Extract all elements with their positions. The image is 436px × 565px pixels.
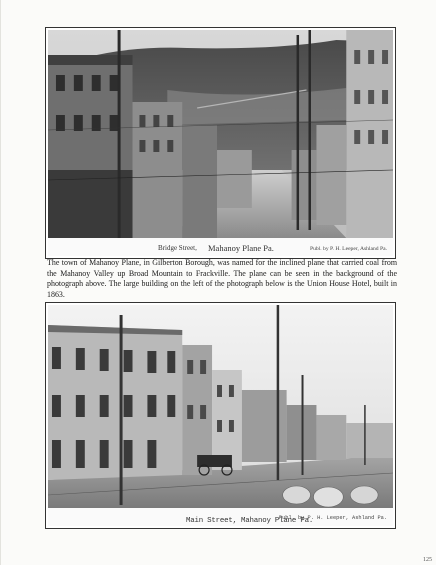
bridge-street-photo-frame bbox=[45, 27, 396, 259]
main-street-photo bbox=[48, 305, 393, 508]
main-street-publisher-credit: Publ. by P. H. Leeper, Ashland Pa. bbox=[278, 515, 387, 521]
bridge-street-caption-strip bbox=[48, 238, 393, 256]
description-paragraph: The town of Mahanoy Plane, in Gilberton Borough, was named for the inclined plane that carried coal from the Mahanoy Valley up Broad Mountain to Frackville. The plane can be seen in the background of the photograph above. The large building on the left of the photograph below is the Union House Hotel, built in 1863. bbox=[47, 258, 397, 299]
bridge-street-publisher-credit: Publ. by P. H. Leeper, Ashland Pa. bbox=[310, 246, 387, 252]
main-street-image bbox=[48, 305, 393, 508]
bridge-street-photo bbox=[48, 30, 393, 238]
main-street-caption: Main Street, Mahanoy Plane Pa. bbox=[186, 517, 314, 525]
bridge-street-place-caption: Mahanoy Plane Pa. bbox=[208, 243, 274, 253]
bridge-street-image bbox=[48, 30, 393, 238]
bridge-street-caption: Bridge Street, bbox=[158, 244, 197, 252]
main-street-photo-frame bbox=[45, 302, 396, 529]
page-number: 125 bbox=[423, 557, 432, 563]
main-street-caption-strip bbox=[48, 508, 393, 526]
